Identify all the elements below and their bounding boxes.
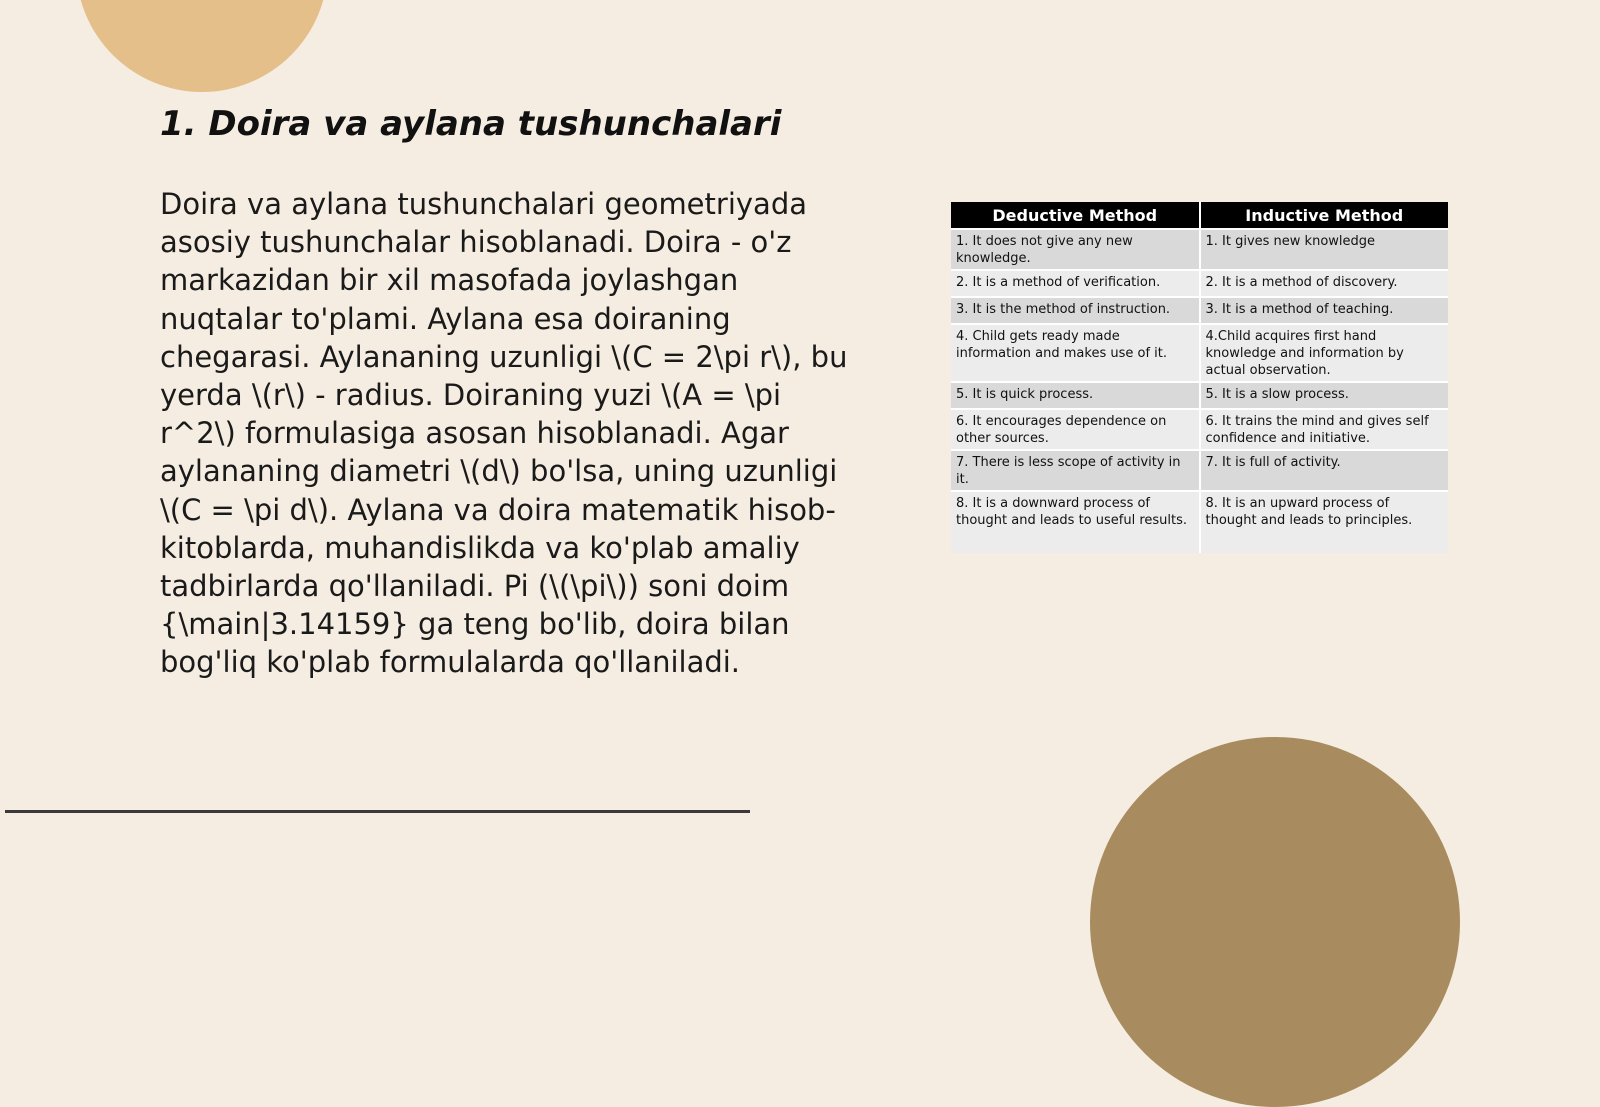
table-cell: 1. It gives new knowledge: [1200, 229, 1449, 270]
table-row: [951, 382, 1448, 409]
table-cell: 7. There is less scope of activity in it.: [951, 450, 1200, 491]
table-row: [951, 450, 1448, 491]
table-cell: 8. It is an upward process of thought and leads to principles.: [1200, 491, 1449, 553]
table-cell: 1. It does not give any new knowledge.: [951, 229, 1200, 270]
table-cell: 6. It encourages dependence on other sources.: [951, 409, 1200, 450]
table-row: [951, 270, 1448, 297]
comparison-table: [951, 202, 1448, 553]
table-cell: 2. It is a method of verification.: [951, 270, 1200, 297]
table-row: [951, 324, 1448, 382]
table-cell: 8. It is a downward process of thought and leads to useful results.: [951, 491, 1200, 553]
table-row: [951, 297, 1448, 324]
slide-title: 1. Doira va aylana tushunchalari: [160, 104, 782, 144]
header-deductive: Deductive Method: [951, 202, 1200, 229]
table-row: [951, 491, 1448, 553]
decorative-circle-top: [76, 0, 328, 92]
table-cell: 5. It is quick process.: [951, 382, 1200, 409]
table-cell: 4. Child gets ready made information and makes use of it.: [951, 324, 1200, 382]
decorative-circle-bottom: [1090, 737, 1460, 1107]
table-row: [951, 229, 1448, 270]
table-cell: 6. It trains the mind and gives self confidence and initiative.: [1200, 409, 1449, 450]
header-inductive: Inductive Method: [1200, 202, 1449, 229]
table-cell: 2. It is a method of discovery.: [1200, 270, 1449, 297]
table-header-row: [951, 202, 1448, 229]
table-cell: 3. It is a method of teaching.: [1200, 297, 1449, 324]
table-cell: 5. It is a slow process.: [1200, 382, 1449, 409]
divider-line: [5, 810, 750, 813]
table-row: [951, 409, 1448, 450]
table-cell: 3. It is the method of instruction.: [951, 297, 1200, 324]
table-cell: 4.Child acquires first hand knowledge and information by actual observation.: [1200, 324, 1449, 382]
table-cell: 7. It is full of activity.: [1200, 450, 1449, 491]
slide-body-text: Doira va aylana tushunchalari geometriyada asosiy tushunchalar hisoblanadi. Doira - o'z markazidan bir xil masofada joylashgan nuqtalar to'plami. Aylana esa doiraning chegarasi. Aylananing uzunligi \(C = 2\pi r\), bu yerda \(r\) - radius. Doiraning yuzi \(A = \pi r^2\) formulasiga asosan hisoblanadi. Agar aylananing diametri \(d\) bo'lsa, uning uzunligi \(C = \pi d\). Aylana va doira matematik hisob-kitoblarda, muhandislikda va ko'plab amaliy tadbirlarda qo'llaniladi. Pi (\(\pi\)) soni doim {\main|3.14159} ga teng bo'lib, doira bilan bog'liq ko'plab formulalarda qo'llaniladi.: [160, 187, 848, 680]
